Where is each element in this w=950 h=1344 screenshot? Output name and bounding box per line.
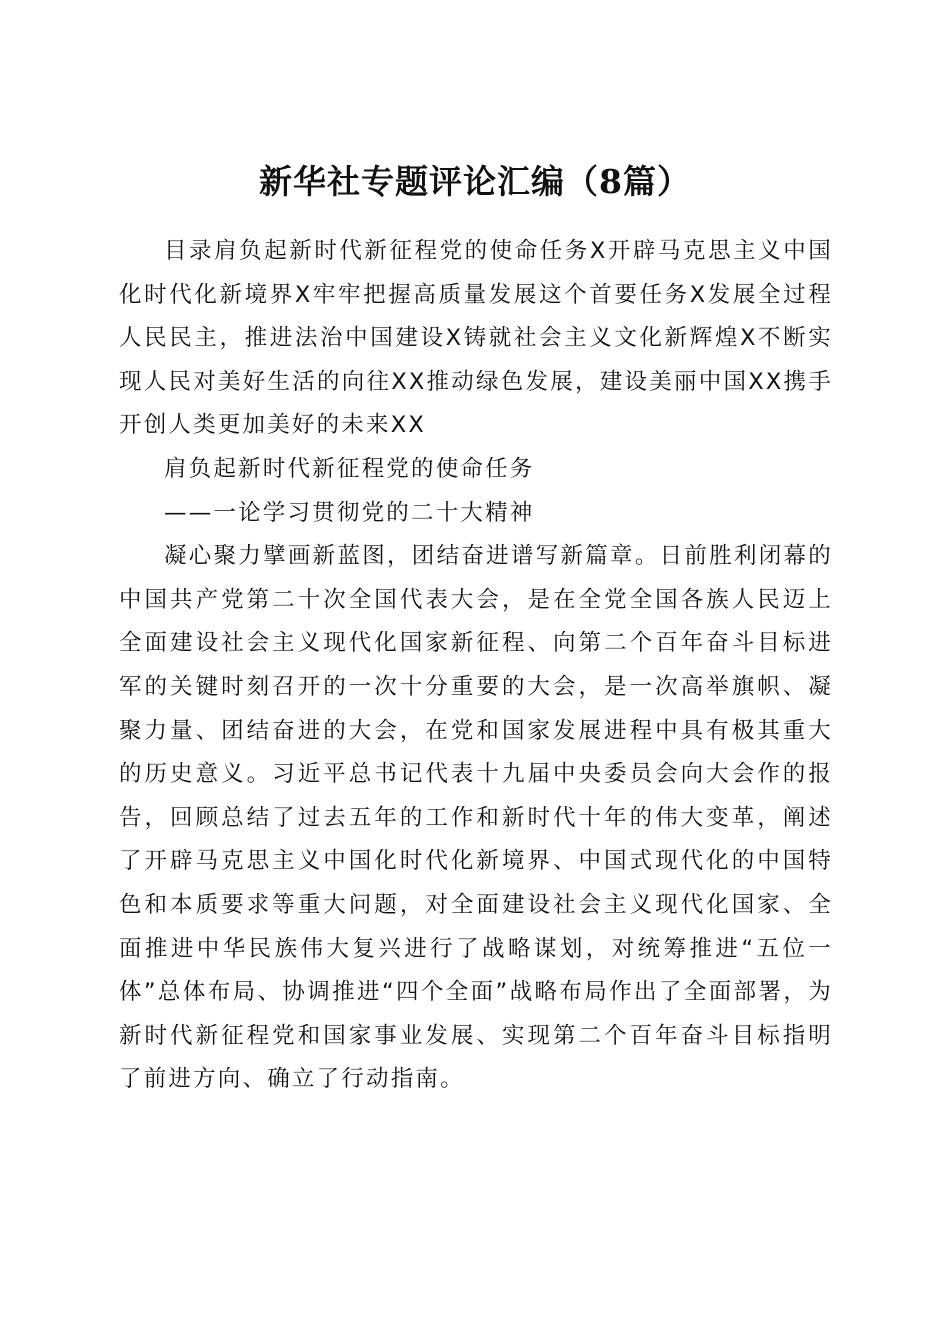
document-body bbox=[119, 230, 833, 1102]
document-title: 新华社专题评论汇编（8篇） bbox=[259, 162, 691, 202]
body-paragraph: 凝心聚力擘画新蓝图，团结奋进谱写新篇章。日前胜利闭幕的中国共产党第二十次全国代表大会，是在全党全国各族人民迈上全面建设社会主义现代化国家新征程、向第二个百年奋斗目标进军的关键时刻召开的一次十分重要的大会，是一次高举旗帜、凝聚力量、团结奋进的大会，在党和国家发展进程中具有极其重大的历史意义。习近平总书记代表十九届中央委员会向大会作的报告，回顾总结了过去五年的工作和新时代十年的伟大变革，阐述了开辟马克思主义中国化时代化新境界、中国式现代化的中国特色和本质要求等重大问题，对全面建设社会主义现代化国家、全面推进中华民族伟大复兴进行了战略谋划，对统筹推进“五位一体”总体布局、协调推进“四个全面”战略布局作出了全面部署，为新时代新征程党和国家事业发展、实现第二个百年奋斗目标指明了前进方向、确立了行动指南。 bbox=[119, 543, 833, 1093]
article-heading: 肩负起新时代新征程党的使命任务 bbox=[164, 455, 535, 482]
table-of-contents-paragraph: 目录肩负起新时代新征程党的使命任务X开辟马克思主义中国化时代化新境界X牢牢把握高质量发展这个首要任务X发展全过程人民民主，推进法治中国建设X铸就社会主义文化新辉煌X不断实现人民对美好生活的向往XX推动绿色发展，建设美丽中国XX携手开创人类更加美好的未来XX bbox=[119, 238, 833, 439]
article-subheading: ——一论学习贯彻党的二十大精神 bbox=[164, 499, 535, 526]
